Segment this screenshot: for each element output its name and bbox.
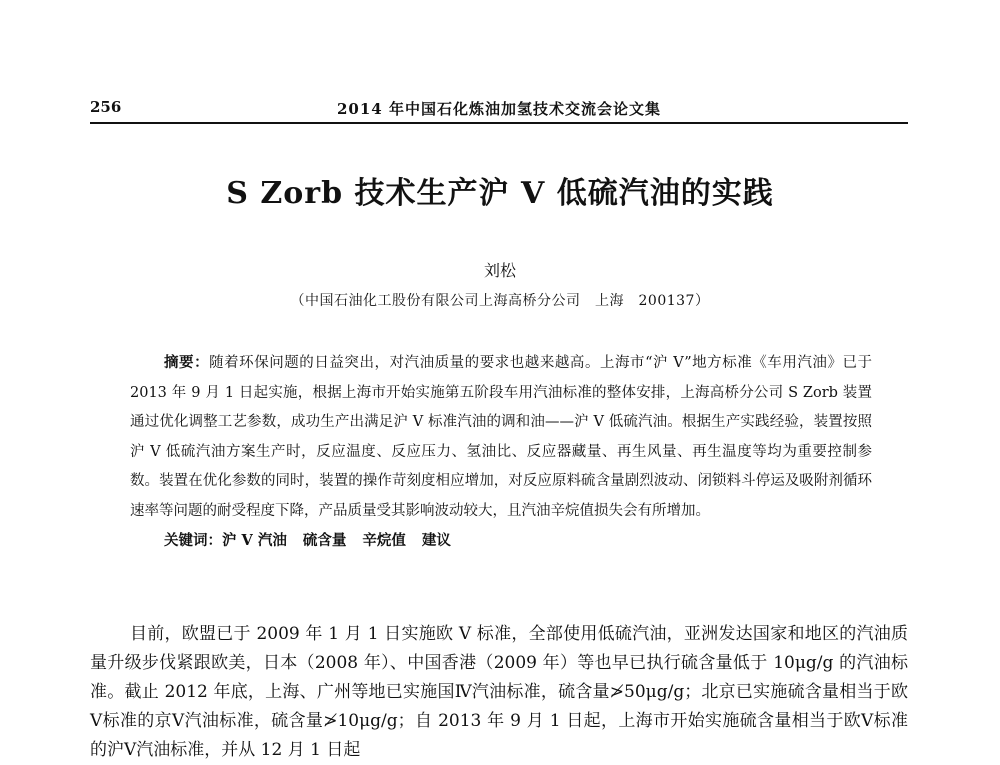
page-number: 256 [90,98,122,116]
keywords-label: 关键词： [164,532,222,549]
article-title: S Zorb 技术生产沪 V 低硫汽油的实践 [226,176,774,211]
running-header [90,96,908,124]
keyword-item: 硫含量 [302,532,347,549]
abstract-label: 摘要： [164,354,210,371]
body-text [90,620,908,765]
author-name: 刘松 [483,261,516,280]
running-title: 2014 年中国石化炼油加氢技术交流会论文集 [337,100,661,118]
keywords-line [130,526,872,557]
abstract-section [130,348,872,557]
abstract-text: 随着环保问题的日益突出，对汽油质量的要求也越来越高。上海市“沪 V”地方标准《车用汽油》已于 2013 年 9 月 1 日起实施，根据上海市开始实施第五阶段车用汽油标准的整体安排，上海高桥分公司 S Zorb 装置通过优化调整工艺参数，成功生产出满足沪 V 标准汽油的调和油——沪 V 低硫汽油。根据生产实践经验，装置按照沪 V 低硫汽油方案生产时，反应温度、反应压力、氢油比、反应器藏量、再生风量、再生温度等均为重要控制参数。装置在优化参数的同时，装置的操作苛刻度相应增加，对反应原料硫含量剧烈波动、闭锁料斗停运及吸附剂循环速率等问题的耐受程度下降，产品质量受其影响波动较大，且汽油辛烷值损失会有所增加。 [130,355,873,519]
keyword-item: 建议 [421,532,451,549]
author-affiliation: （中国石油化工股份有限公司上海高桥分公司 上海 200137） [290,293,710,309]
keyword-item: 沪 V 汽油 [222,532,287,549]
body-paragraph: 目前，欧盟已于 2009 年 1 月 1 日实施欧 V 标准，全部使用低硫汽油，亚洲发达国家和地区的汽油质量升级步伐紧跟欧美，日本（2008 年）、中国香港（2009 年）等也早已执行硫含量低于 10μg/g 的汽油标准。截止 2012 年底，上海、广州等地已实施国Ⅳ汽油标准，硫含量≯50μg/g；北京已实施硫含量相当于欧Ⅴ标准的京Ⅴ汽油标准，硫含量≯10μg/g；自 2013 年 9 月 1 日起，上海市开始实施硫含量相当于欧Ⅴ标准的沪Ⅴ汽油标准，并从 12 月 1 日起 [90,624,908,760]
abstract-paragraph [130,348,872,526]
keyword-item: 辛烷值 [362,532,406,549]
